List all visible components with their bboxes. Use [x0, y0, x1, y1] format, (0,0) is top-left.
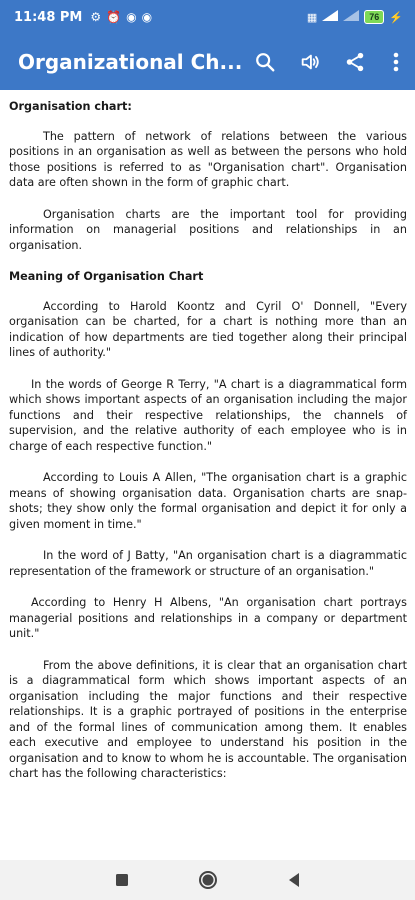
speaker-icon	[299, 51, 321, 73]
paragraph: According to Harold Koontz and Cyril O' Donnell, "Every organisation can be charted, for a chart is nothing more than an indication of how departments are tied together along their principal lines of authority."	[9, 299, 407, 359]
status-right	[307, 10, 403, 24]
status-time: 11:48 PM	[14, 9, 83, 25]
status-left-icons	[90, 10, 152, 24]
paragraph: According to Henry H Albens, "An organisation chart portrays managerial positions and relationships in a company or department unit."	[9, 596, 407, 640]
media-icon: ◉	[126, 10, 137, 24]
paragraph: The pattern of network of relations between the various positions in an organisation as well as between the persons who hold those positions is referred to as "Organisation chart". Organisation data are often shown in the form of graphic chart.	[9, 129, 407, 189]
share-button[interactable]	[333, 34, 378, 90]
page-title: Organizational Ch...	[18, 50, 243, 74]
recents-square-icon	[115, 873, 129, 887]
speaker-button[interactable]	[288, 34, 333, 90]
sim-icon: ▦	[306, 11, 318, 24]
home-circle-icon	[198, 870, 218, 890]
section-heading-meaning: Meaning of Organisation Chart	[9, 270, 204, 283]
charging-icon: ⚡	[389, 11, 403, 24]
search-button[interactable]	[242, 34, 287, 90]
home-button[interactable]	[165, 870, 251, 890]
signal-2-icon	[343, 10, 359, 24]
vpn-icon: ◉	[141, 10, 153, 24]
battery-level: 76	[364, 10, 384, 24]
more-vert-icon	[393, 51, 399, 73]
app-bar	[0, 34, 415, 90]
share-icon	[344, 51, 366, 73]
system-nav-bar	[0, 860, 415, 900]
paragraph: In the words of George R Terry, "A chart is a diagrammatical form which shows important aspects of an organisation including the major functions and their respective relationships, the channels of supervision, and the relative authority of each employee who is in charge of each respective function."	[9, 377, 407, 453]
paragraph: Organisation charts are the important tool for providing information on managerial positions and relationships in an organisation.	[9, 207, 407, 252]
search-icon	[254, 51, 276, 73]
recents-button[interactable]	[79, 873, 165, 887]
back-button[interactable]	[251, 872, 337, 888]
article-content[interactable]	[0, 90, 415, 860]
paragraph: In the word of J Batty, "An organisation chart is a diagrammatic representation of the framework or structure of an organisation."	[9, 549, 407, 578]
alarm-icon: ⚙	[90, 10, 102, 24]
back-triangle-icon	[287, 872, 301, 888]
status-bar	[0, 0, 415, 34]
paragraph: From the above definitions, it is clear that an organisation chart is a diagrammatical form which shows important aspects of an organisation including the major functions and their respective relationships. It is a graphic portrayed of positions in the enterprise and of the formal lines of communication among them. It enables each executive and employee to understand his position in the organisation and to know to whom he is accountable. The organisation chart has the following characteristics:	[9, 658, 407, 780]
signal-icon	[322, 10, 338, 24]
section-heading-organisation-chart: Organisation chart:	[9, 100, 132, 113]
clock-icon: ⏰	[106, 10, 122, 24]
more-options-button[interactable]	[378, 34, 415, 90]
paragraph: According to Louis A Allen, "The organisation chart is a graphic means of showing organisation data. Organisation charts are snap-shots; they show only the formal organisation and depict it for only a given moment in time."	[9, 471, 407, 531]
